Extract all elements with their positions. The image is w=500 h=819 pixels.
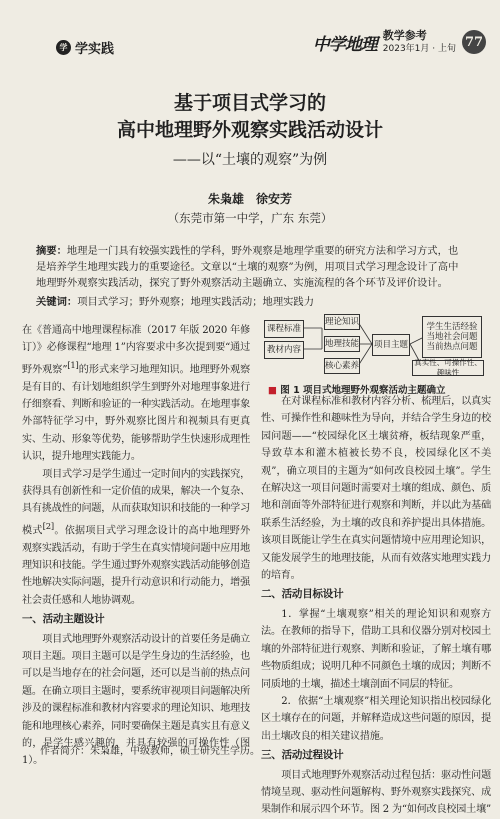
paragraph: 在对课程标准和教材内容分析、梳理后，以真实性、可操作性和趣味性为导向，并结合学生身边的校园问题——“校园绿化区土壤贫瘠，板结现象严重，导致草本和灌木植被长势不良，校园绿化区不美观”，确立项目的主题为“如何改良校园土壤”。学生在解决这一项目问题时需要对土壤的组成、颜色、质地和剖面等外部特征进行观察和判断，并以此为基础联系生活经验，为土壤的改良和养护提出具体措施。该项目既能让学生在真实问题情境中应用理论知识，又能发展学生的地理技能，从而有效落实地理实践力的培育。 [261, 396, 491, 582]
issue-meta [383, 30, 456, 55]
figure-box: 真实性、可操作性、趣味性 [412, 360, 484, 376]
paragraph: 1．掌握“土壤观察”相关的理论知识和观察方法。在教师的指导下，借助工具和仪器分别对校园土壤的外部特征进行观察、判断和验证，了解土壤有哪些物质组成；说明几种不同颜色土壤的成因；判断不同质地的土壤，描述土壤剖面不同层的特征。 [261, 608, 491, 690]
figure-box: 核心素养 [324, 358, 360, 374]
section-heading: 一、活动主题设计 [22, 613, 105, 626]
figure-box: 教材内容 [264, 341, 304, 359]
page-number: 77 [462, 30, 486, 54]
article-title-line1: 基于项目式学习的 [173, 92, 326, 114]
paragraph-text: 。依据项目式学习理念设计的高中地理野外观察实践活动，有助于学生在真实情境问题中应用地理知识和技能。学生通过野外观察实践活动能够创造性地解决实际问题，提升行动意识和行动能力，增强社会责任感和人地协调观。 [22, 525, 250, 606]
paragraph: 项目式地理野外观察活动过程包括：驱动性问题情境呈现、驱动性问题解构、野外观察实践探究、成果制作和展示四个环节。图 2 为“如何改良校园土壤” [261, 769, 491, 816]
left-column [22, 322, 250, 770]
paragraph: 项目式地理野外观察活动设计的首要任务是确立项目主题。项目主题可以是学生身边的生活经验，也可以是当地存在的社会问题，还可以是当前的热点问题。在确立项目主题时，要系统审视项目问题解决所涉及的课程标准和教材内容要求的理论知识、地理技能和地理核心素养，同时要确保主题是真实且有意义的，是学生感兴趣的，并具有较强的可操作性（图 1）。 [22, 633, 250, 767]
authors: 朱枭雄 徐安芳 [207, 192, 292, 206]
keywords [36, 293, 314, 308]
column-name: 学实践 [75, 42, 115, 57]
paragraph-text: 在《普通高中地理课程标准（2017 年版 2020 年修订）》必修课程“地理 1”内容要求中多次提到要“通过野外观察” [22, 325, 250, 376]
section-heading: 三、活动过程设计 [261, 749, 344, 762]
magazine-header [313, 30, 486, 55]
paragraph [22, 466, 250, 610]
figure-marker-icon: ■ [268, 385, 277, 396]
paragraph-text: 的形式来学习地理知识。地理野外观察是有目的、有计划地组织学生到野外对地理事象进行仔细察看、判断和验证的一种实践活动。在地理事象外部特征学习中，野外观察比图片和视频具有更真实、生动、形象等优势，能够帮助学生快速形成理性认识，提升地理实践能力。 [22, 364, 250, 463]
figure-1-diagram [262, 314, 482, 380]
figure-box: 地理技能 [324, 336, 360, 352]
magazine-label: 教学参考 [382, 29, 427, 42]
article-title-line2: 高中地理野外观察实践活动设计 [116, 119, 383, 141]
right-column [261, 393, 491, 819]
keywords-label: 关键词： [36, 296, 78, 308]
figure-caption-label: 图 1 [280, 385, 300, 396]
issue-date: 2023年1月 · 上旬 [382, 44, 456, 54]
paragraph [22, 322, 250, 466]
figure-box: 课程标准 [264, 320, 304, 338]
article-subtitle: ——以“土壤的观察”为例 [172, 152, 328, 168]
affiliation: （东莞市第一中学，广东 东莞） [167, 211, 333, 225]
paragraph: 2．依据“土壤观察”相关理论知识指出校园绿化区土壤存在的问题，并解释造成这些问题的原因，提出土壤改良的相关建议措施。 [261, 695, 491, 742]
figure-caption-text: 项目式地理野外观察活动主题确立 [303, 385, 446, 396]
keywords-text: 项目式学习；野外观察；地理实践活动；地理实践力 [77, 296, 315, 308]
magazine-title: 中学地理 [312, 35, 377, 55]
column-header [56, 38, 114, 57]
paragraph-text: 项目式学习是学生通过一定时间内的实践探究，获得具有创新性和一定价值的成果，解决一个复杂、具有挑战性的问题，从而获取知识和技能的一种学习模式 [22, 468, 250, 537]
figure-box: 项目主题 [372, 334, 410, 356]
abstract-label: 摘要： [36, 245, 67, 257]
reference-mark: [2] [42, 520, 54, 531]
section-heading: 二、活动目标设计 [261, 588, 344, 601]
figure-box: 学生生活经验 当地社会问题 当前热点问题 [422, 316, 482, 358]
reference-mark: [1] [67, 359, 79, 370]
column-logo-icon: 学 [56, 40, 71, 55]
abstract-text: 地理是一门具有较强实践性的学科，野外观察是地理学重要的研究方法和学习方式，也是培养学生地理实践力的重要途径。文章以“土壤的观察”为例，用项目式学习理念设计了高中地理野外观察实践活动，探究了野外观察活动主题确立、实施流程的各个环节及评价设计。 [36, 245, 459, 289]
abstract [36, 243, 466, 291]
figure-box: 理论知识 [324, 314, 360, 330]
author-note: 作者简介：朱枭雄，中级教师，硕士研究生学历。 [40, 746, 260, 757]
